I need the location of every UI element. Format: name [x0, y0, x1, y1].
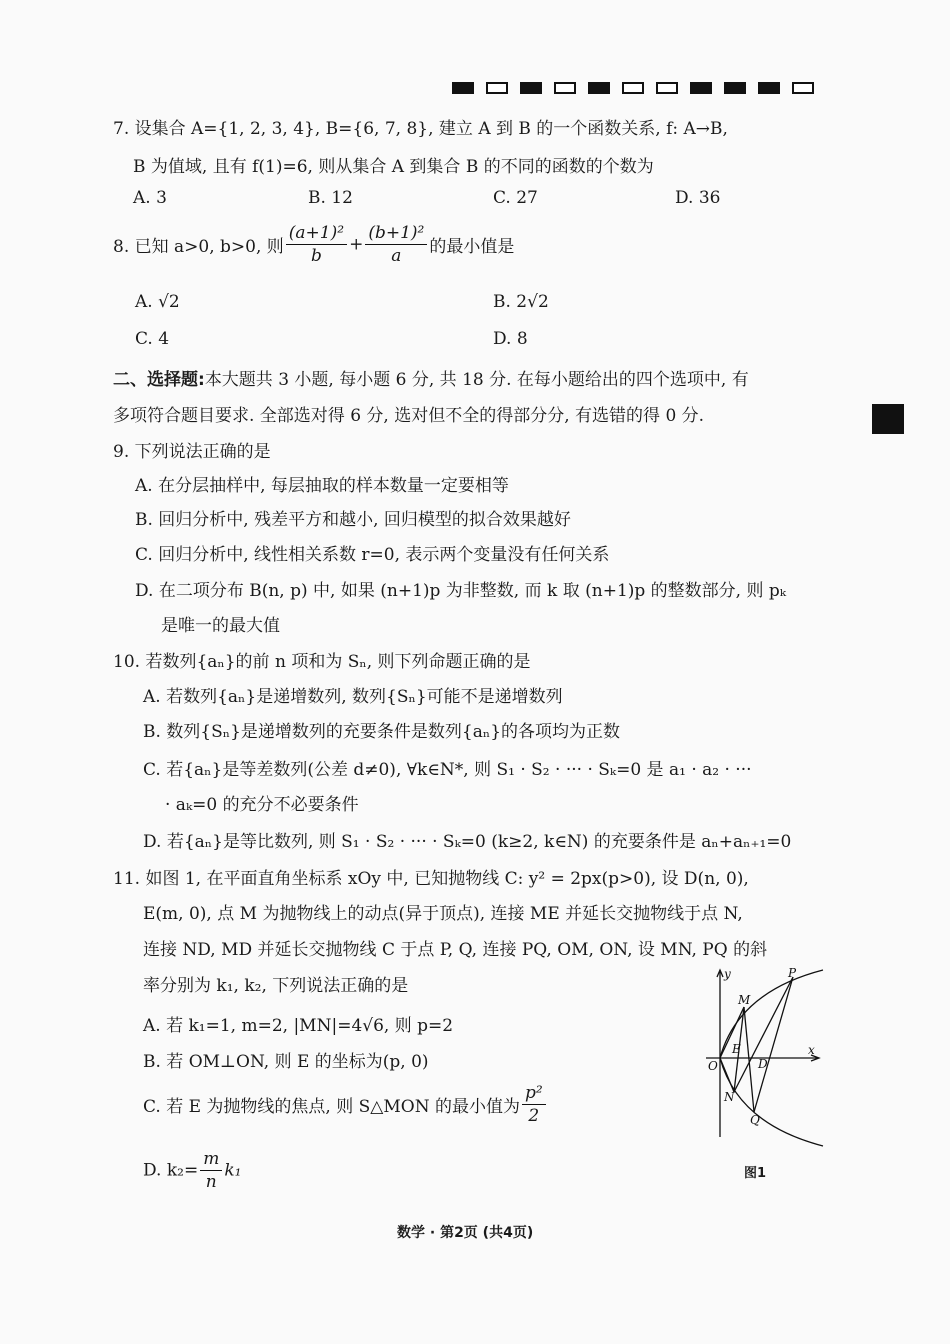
q7-line1: 7. 设集合 A={1, 2, 3, 4}, B={6, 7, 8}, 建立 A 到 B 的一个函数关系, f: A→B, — [113, 119, 728, 139]
fig-label-q: Q — [750, 1113, 760, 1127]
q11-d-suffix: k₁ — [224, 1160, 242, 1181]
header-mark-empty — [656, 82, 678, 94]
q10-option-c-line2: · aₖ=0 的充分不必要条件 — [165, 795, 359, 815]
q7-option-a: A. 3 — [133, 188, 167, 208]
q7-option-d: D. 36 — [675, 188, 721, 208]
q9-option-d-line1: D. 在二项分布 B(n, p) 中, 如果 (n+1)p 为非整数, 而 k 取 (n+1)p 的整数部分, 则 pₖ — [135, 581, 786, 601]
q7-option-b: B. 12 — [308, 188, 353, 208]
page-footer: 数学 · 第2页 (共4页) — [397, 1225, 534, 1241]
header-marks — [452, 82, 826, 94]
q9-option-c: C. 回归分析中, 线性相关系数 r=0, 表示两个变量没有任何关系 — [135, 545, 610, 565]
q10-option-c-line1: C. 若{aₙ}是等差数列(公差 d≠0), ∀k∈N*, 则 S₁ · S₂ · ··· · Sₖ=0 是 a₁ · a₂ · ··· — [143, 760, 752, 780]
q8-frac2-den: a — [391, 246, 402, 266]
q11-line4: 率分别为 k₁, k₂, 下列说法正确的是 — [143, 976, 409, 996]
q11-d-prefix: D. k₂= — [143, 1160, 199, 1181]
q11-c-den: 2 — [528, 1106, 540, 1126]
q9-stem: 9. 下列说法正确的是 — [113, 442, 271, 462]
q11-d-num: m — [200, 1148, 222, 1171]
header-mark-empty — [622, 82, 644, 94]
figure-caption: 图1 — [744, 1166, 767, 1181]
section2-desc1: 本大题共 3 小题, 每小题 6 分, 共 18 分. 在每小题给出的四个选项中, 有 — [204, 370, 749, 390]
q10-option-d: D. 若{aₙ}是等比数列, 则 S₁ · S₂ · ··· · Sₖ=0 (k≥2, k∈N) 的充要条件是 aₙ+aₙ₊₁=0 — [143, 832, 792, 852]
chord-mq — [744, 1007, 754, 1112]
q8-prefix: 8. 已知 a>0, b>0, 则 — [113, 237, 284, 257]
q8-frac1-den: b — [310, 246, 322, 266]
fig-label-y: y — [724, 967, 731, 981]
q11-line3: 连接 ND, MD 并延长交抛物线 C 于点 P, Q, 连接 PQ, OM, ON, 设 MN, PQ 的斜 — [143, 940, 768, 960]
header-mark-empty — [554, 82, 576, 94]
section2-line2: 多项符合题目要求. 全部选对得 6 分, 选对但不全的得部分分, 有选错的得 0 分. — [113, 406, 705, 426]
q8-option-c: C. 4 — [135, 329, 170, 349]
fig-label-d: D — [758, 1057, 768, 1071]
q11-option-a: A. 若 k₁=1, m=2, |MN|=4√6, 则 p=2 — [143, 1016, 454, 1036]
chord-pq — [754, 977, 793, 1112]
q8-stem — [113, 222, 514, 267]
q8-suffix: 的最小值是 — [429, 237, 515, 257]
header-mark-filled — [520, 82, 542, 94]
header-mark-filled — [452, 82, 474, 94]
header-mark-filled — [724, 82, 746, 94]
q11-option-b: B. 若 OM⊥ON, 则 E 的坐标为(p, 0) — [143, 1052, 429, 1072]
section2-line1 — [113, 365, 749, 390]
q8-option-d: D. 8 — [493, 329, 528, 349]
q10-option-a: A. 若数列{aₙ}是递增数列, 数列{Sₙ}可能不是递增数列 — [143, 687, 563, 707]
q11-c-prefix: C. 若 E 为抛物线的焦点, 则 S△MON 的最小值为 — [143, 1097, 520, 1117]
q8-frac2-num: (b+1)² — [365, 222, 427, 245]
q11-d-fraction — [200, 1148, 222, 1193]
section2-title: 二、选择题: — [113, 370, 205, 390]
segment-on — [720, 1058, 734, 1092]
q11-c-fraction — [522, 1082, 546, 1127]
q9-option-d-line2: 是唯一的最大值 — [161, 616, 280, 636]
q9-option-b: B. 回归分析中, 残差平方和越小, 回归模型的拟合效果越好 — [135, 510, 571, 530]
q8-option-b: B. 2√2 — [493, 292, 549, 312]
fig-label-m: M — [738, 993, 751, 1007]
q11-option-c — [143, 1082, 548, 1127]
header-mark-empty — [486, 82, 508, 94]
side-tab-mark — [872, 404, 904, 434]
fig-label-e: E — [732, 1042, 741, 1056]
q10-option-b: B. 数列{Sₙ}是递增数列的充要条件是数列{aₙ}的各项均为正数 — [143, 722, 621, 742]
q11-c-num: p² — [522, 1082, 546, 1105]
fig-label-x: x — [808, 1043, 815, 1057]
header-mark-filled — [758, 82, 780, 94]
q11-d-den: n — [205, 1172, 217, 1192]
q8-fraction-2 — [365, 222, 427, 267]
q8-plus: + — [349, 234, 364, 255]
q10-stem: 10. 若数列{aₙ}的前 n 项和为 Sₙ, 则下列命题正确的是 — [113, 652, 531, 672]
q11-line2: E(m, 0), 点 M 为抛物线上的动点(异于顶点), 连接 ME 并延长交抛物线于点 N, — [143, 904, 743, 924]
header-mark-filled — [588, 82, 610, 94]
q11-option-d — [143, 1148, 241, 1193]
fig-label-n: N — [724, 1090, 735, 1104]
figure-1-diagram — [698, 962, 828, 1147]
header-mark-empty — [792, 82, 814, 94]
header-mark-filled — [690, 82, 712, 94]
q7-line2: B 为值域, 且有 f(1)=6, 则从集合 A 到集合 B 的不同的函数的个数为 — [133, 157, 654, 177]
q8-fraction-1 — [286, 222, 347, 267]
fig-label-o: O — [708, 1059, 718, 1073]
q11-line1: 11. 如图 1, 在平面直角坐标系 xOy 中, 已知抛物线 C: y² = 2px(p>0), 设 D(n, 0), — [113, 869, 749, 889]
q8-frac1-num: (a+1)² — [286, 222, 347, 245]
q7-option-c: C. 27 — [493, 188, 538, 208]
q9-option-a: A. 在分层抽样中, 每层抽取的样本数量一定要相等 — [135, 476, 509, 496]
q8-option-a: A. √2 — [135, 292, 180, 312]
fig-label-p: P — [788, 966, 797, 980]
